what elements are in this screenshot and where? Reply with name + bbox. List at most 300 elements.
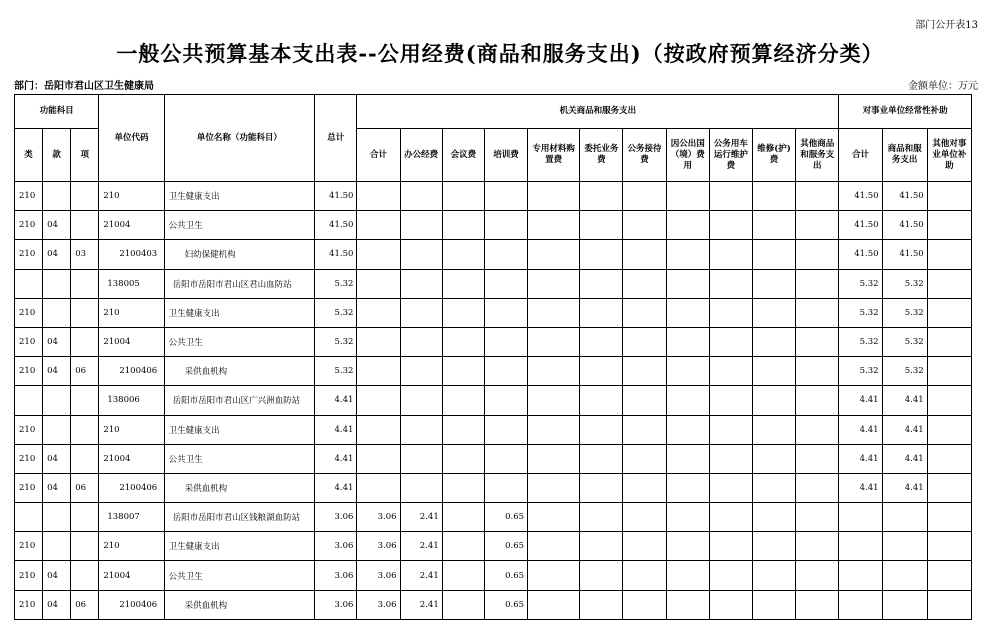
cell-unit-code: 21004 bbox=[99, 327, 164, 356]
cell-value: 3.06 bbox=[357, 590, 400, 619]
cell-unit-name: 卫生健康支出 bbox=[164, 415, 315, 444]
cell-value bbox=[752, 503, 795, 532]
cell-total: 41.50 bbox=[315, 211, 357, 240]
cell-value bbox=[666, 298, 709, 327]
header-xiang: 项 bbox=[71, 129, 99, 182]
cell-value: 2.41 bbox=[400, 561, 442, 590]
cell-value bbox=[927, 298, 971, 327]
header-total: 总计 bbox=[315, 95, 357, 182]
cell-value: 3.06 bbox=[357, 503, 400, 532]
cell-kuan: 04 bbox=[43, 240, 71, 269]
cell-value bbox=[666, 327, 709, 356]
cell-value bbox=[357, 298, 400, 327]
cell-unit-code: 210 bbox=[99, 532, 164, 561]
table-body bbox=[15, 182, 972, 620]
cell-value bbox=[752, 473, 795, 502]
cell-value bbox=[442, 444, 484, 473]
table-row bbox=[15, 415, 972, 444]
cell-value bbox=[709, 182, 752, 211]
cell-unit-code: 2100406 bbox=[99, 357, 164, 386]
cell-value bbox=[442, 357, 484, 386]
cell-unit-code: 138006 bbox=[99, 386, 164, 415]
cell-value bbox=[528, 532, 580, 561]
cell-value: 0.65 bbox=[484, 590, 527, 619]
cell-value bbox=[623, 532, 666, 561]
cell-value bbox=[623, 240, 666, 269]
header-col-8: 公务用车运行维护费 bbox=[709, 129, 752, 182]
cell-value bbox=[882, 503, 927, 532]
cell-total: 3.06 bbox=[315, 532, 357, 561]
cell-value bbox=[927, 357, 971, 386]
cell-value bbox=[580, 444, 623, 473]
cell-xiang bbox=[71, 211, 99, 240]
cell-kuan bbox=[43, 503, 71, 532]
cell-value bbox=[927, 269, 971, 298]
cell-value bbox=[357, 444, 400, 473]
cell-value bbox=[484, 386, 527, 415]
cell-xiang: 06 bbox=[71, 590, 99, 619]
cell-kuan bbox=[43, 182, 71, 211]
cell-unit-code: 2100403 bbox=[99, 240, 164, 269]
cell-value bbox=[580, 386, 623, 415]
cell-value bbox=[528, 473, 580, 502]
cell-value bbox=[796, 298, 839, 327]
cell-value bbox=[400, 298, 442, 327]
table-row bbox=[15, 532, 972, 561]
cell-value: 5.32 bbox=[839, 357, 882, 386]
cell-value bbox=[580, 298, 623, 327]
cell-value bbox=[752, 532, 795, 561]
cell-lei bbox=[15, 503, 43, 532]
cell-value bbox=[623, 561, 666, 590]
cell-lei: 210 bbox=[15, 532, 43, 561]
cell-value bbox=[666, 561, 709, 590]
cell-value bbox=[623, 182, 666, 211]
cell-value bbox=[580, 473, 623, 502]
cell-value bbox=[709, 561, 752, 590]
cell-value bbox=[528, 386, 580, 415]
cell-lei: 210 bbox=[15, 415, 43, 444]
cell-value bbox=[927, 561, 971, 590]
cell-value bbox=[528, 503, 580, 532]
cell-value bbox=[528, 240, 580, 269]
cell-value bbox=[927, 590, 971, 619]
cell-unit-name: 岳阳市岳阳市君山区钱粮湖血防站 bbox=[164, 503, 315, 532]
table-row bbox=[15, 561, 972, 590]
cell-value bbox=[484, 415, 527, 444]
cell-unit-name: 公共卫生 bbox=[164, 561, 315, 590]
cell-value bbox=[400, 269, 442, 298]
cell-value bbox=[580, 590, 623, 619]
cell-value bbox=[442, 327, 484, 356]
cell-xiang bbox=[71, 327, 99, 356]
table-row bbox=[15, 182, 972, 211]
table-row bbox=[15, 269, 972, 298]
cell-value bbox=[709, 327, 752, 356]
cell-kuan bbox=[43, 269, 71, 298]
cell-value bbox=[484, 211, 527, 240]
cell-total: 5.32 bbox=[315, 298, 357, 327]
cell-total: 41.50 bbox=[315, 240, 357, 269]
cell-value bbox=[796, 386, 839, 415]
cell-kuan bbox=[43, 415, 71, 444]
cell-value bbox=[709, 269, 752, 298]
cell-value bbox=[400, 386, 442, 415]
cell-value bbox=[623, 590, 666, 619]
cell-value bbox=[666, 240, 709, 269]
cell-value: 5.32 bbox=[882, 357, 927, 386]
cell-total: 4.41 bbox=[315, 444, 357, 473]
header-col-11: 合计 bbox=[839, 129, 882, 182]
cell-lei: 210 bbox=[15, 327, 43, 356]
cell-value bbox=[400, 444, 442, 473]
cell-value bbox=[796, 503, 839, 532]
cell-value bbox=[927, 503, 971, 532]
cell-value bbox=[709, 240, 752, 269]
cell-kuan: 04 bbox=[43, 357, 71, 386]
cell-unit-code: 210 bbox=[99, 298, 164, 327]
cell-value bbox=[484, 182, 527, 211]
cell-value bbox=[666, 269, 709, 298]
table-row bbox=[15, 298, 972, 327]
cell-lei: 210 bbox=[15, 182, 43, 211]
cell-value bbox=[752, 590, 795, 619]
cell-total: 4.41 bbox=[315, 386, 357, 415]
cell-xiang bbox=[71, 561, 99, 590]
cell-value bbox=[400, 240, 442, 269]
cell-value bbox=[796, 327, 839, 356]
cell-value bbox=[400, 327, 442, 356]
cell-value bbox=[442, 415, 484, 444]
table-row bbox=[15, 444, 972, 473]
cell-value: 5.32 bbox=[882, 298, 927, 327]
cell-total: 3.06 bbox=[315, 503, 357, 532]
cell-value bbox=[484, 327, 527, 356]
header-subsidy: 对事业单位经常性补助 bbox=[839, 95, 972, 129]
table-row bbox=[15, 590, 972, 619]
cell-value bbox=[442, 240, 484, 269]
cell-unit-code: 21004 bbox=[99, 561, 164, 590]
cell-value bbox=[357, 211, 400, 240]
cell-value bbox=[796, 211, 839, 240]
cell-kuan bbox=[43, 532, 71, 561]
cell-xiang bbox=[71, 182, 99, 211]
cell-value: 4.41 bbox=[839, 386, 882, 415]
cell-value bbox=[580, 211, 623, 240]
cell-value: 5.32 bbox=[839, 298, 882, 327]
cell-value bbox=[484, 269, 527, 298]
department-label: 部门：岳阳市君山区卫生健康局 bbox=[14, 81, 154, 92]
cell-value bbox=[927, 211, 971, 240]
cell-value bbox=[709, 298, 752, 327]
cell-kuan: 04 bbox=[43, 473, 71, 502]
cell-value: 0.65 bbox=[484, 532, 527, 561]
cell-value bbox=[666, 357, 709, 386]
cell-value bbox=[623, 503, 666, 532]
cell-value bbox=[752, 211, 795, 240]
cell-lei bbox=[15, 269, 43, 298]
cell-value: 5.32 bbox=[882, 327, 927, 356]
table-row bbox=[15, 503, 972, 532]
cell-unit-code: 2100406 bbox=[99, 590, 164, 619]
cell-kuan bbox=[43, 298, 71, 327]
cell-unit-name: 岳阳市岳阳市君山区广兴洲血防站 bbox=[164, 386, 315, 415]
cell-value bbox=[796, 269, 839, 298]
cell-value bbox=[357, 415, 400, 444]
cell-unit-name: 采供血机构 bbox=[164, 590, 315, 619]
cell-total: 5.32 bbox=[315, 327, 357, 356]
cell-value bbox=[442, 532, 484, 561]
cell-value bbox=[484, 473, 527, 502]
cell-kuan: 04 bbox=[43, 327, 71, 356]
cell-value bbox=[528, 561, 580, 590]
cell-xiang bbox=[71, 503, 99, 532]
cell-value bbox=[882, 561, 927, 590]
header-col-5: 委托业务费 bbox=[580, 129, 623, 182]
cell-value bbox=[580, 182, 623, 211]
cell-value bbox=[752, 386, 795, 415]
cell-value bbox=[484, 240, 527, 269]
cell-value bbox=[442, 590, 484, 619]
header-lei: 类 bbox=[15, 129, 43, 182]
cell-value: 41.50 bbox=[839, 240, 882, 269]
cell-value bbox=[927, 415, 971, 444]
table-row bbox=[15, 211, 972, 240]
cell-value: 41.50 bbox=[882, 211, 927, 240]
header-unit-code: 单位代码 bbox=[99, 95, 164, 182]
cell-value bbox=[580, 561, 623, 590]
cell-lei bbox=[15, 386, 43, 415]
cell-value bbox=[796, 532, 839, 561]
cell-total: 3.06 bbox=[315, 561, 357, 590]
cell-value bbox=[484, 444, 527, 473]
cell-value bbox=[580, 240, 623, 269]
cell-unit-code: 2100406 bbox=[99, 473, 164, 502]
cell-value bbox=[442, 386, 484, 415]
cell-value bbox=[752, 298, 795, 327]
cell-value bbox=[752, 415, 795, 444]
header-col-13: 其他对事业单位补助 bbox=[927, 129, 971, 182]
cell-value bbox=[752, 269, 795, 298]
cell-unit-code: 21004 bbox=[99, 211, 164, 240]
cell-value bbox=[709, 211, 752, 240]
cell-value bbox=[796, 561, 839, 590]
cell-unit-name: 公共卫生 bbox=[164, 444, 315, 473]
cell-value bbox=[666, 503, 709, 532]
cell-value bbox=[623, 415, 666, 444]
header-col-4: 专用材料购置费 bbox=[528, 129, 580, 182]
cell-value bbox=[357, 386, 400, 415]
cell-value: 4.41 bbox=[882, 386, 927, 415]
cell-xiang bbox=[71, 532, 99, 561]
amount-unit-label: 金额单位：万元 bbox=[908, 81, 978, 92]
cell-value bbox=[927, 444, 971, 473]
cell-unit-name: 公共卫生 bbox=[164, 211, 315, 240]
cell-value bbox=[400, 473, 442, 502]
cell-value: 4.41 bbox=[882, 444, 927, 473]
cell-value bbox=[528, 182, 580, 211]
cell-value bbox=[400, 357, 442, 386]
cell-value: 0.65 bbox=[484, 561, 527, 590]
cell-value bbox=[839, 532, 882, 561]
header-col-0: 合计 bbox=[357, 129, 400, 182]
cell-value bbox=[580, 532, 623, 561]
cell-value bbox=[927, 532, 971, 561]
header-unit-name: 单位名称（功能科目） bbox=[164, 95, 315, 182]
cell-value bbox=[357, 269, 400, 298]
cell-value bbox=[709, 444, 752, 473]
cell-value bbox=[442, 473, 484, 502]
cell-lei: 210 bbox=[15, 444, 43, 473]
cell-unit-name: 卫生健康支出 bbox=[164, 182, 315, 211]
cell-value bbox=[400, 182, 442, 211]
cell-xiang bbox=[71, 298, 99, 327]
cell-value bbox=[357, 240, 400, 269]
cell-kuan: 04 bbox=[43, 444, 71, 473]
cell-value bbox=[357, 357, 400, 386]
header-col-7: 因公出国（境）费用 bbox=[666, 129, 709, 182]
cell-value bbox=[927, 473, 971, 502]
cell-value bbox=[666, 473, 709, 502]
cell-value bbox=[400, 415, 442, 444]
header-col-6: 公务接待费 bbox=[623, 129, 666, 182]
cell-value bbox=[709, 357, 752, 386]
cell-value bbox=[528, 444, 580, 473]
cell-value bbox=[357, 182, 400, 211]
cell-value bbox=[796, 357, 839, 386]
cell-value bbox=[882, 532, 927, 561]
cell-value bbox=[839, 561, 882, 590]
cell-value bbox=[623, 386, 666, 415]
cell-value bbox=[623, 444, 666, 473]
cell-unit-code: 210 bbox=[99, 415, 164, 444]
cell-value bbox=[882, 590, 927, 619]
cell-value: 4.41 bbox=[839, 473, 882, 502]
cell-value bbox=[796, 590, 839, 619]
cell-unit-name: 采供血机构 bbox=[164, 473, 315, 502]
cell-value bbox=[528, 357, 580, 386]
cell-value: 4.41 bbox=[882, 415, 927, 444]
cell-lei: 210 bbox=[15, 357, 43, 386]
cell-value: 5.32 bbox=[882, 269, 927, 298]
cell-unit-code: 21004 bbox=[99, 444, 164, 473]
header-kuan: 款 bbox=[43, 129, 71, 182]
cell-unit-name: 采供血机构 bbox=[164, 357, 315, 386]
cell-kuan bbox=[43, 386, 71, 415]
table-number-label: 部门公开表13 bbox=[915, 20, 978, 31]
cell-value bbox=[580, 415, 623, 444]
cell-xiang bbox=[71, 444, 99, 473]
cell-value bbox=[442, 298, 484, 327]
cell-unit-name: 卫生健康支出 bbox=[164, 532, 315, 561]
cell-value bbox=[796, 240, 839, 269]
cell-value bbox=[484, 357, 527, 386]
cell-lei: 210 bbox=[15, 240, 43, 269]
cell-lei: 210 bbox=[15, 590, 43, 619]
cell-value bbox=[752, 327, 795, 356]
cell-xiang bbox=[71, 415, 99, 444]
cell-value: 41.50 bbox=[882, 240, 927, 269]
cell-value: 5.32 bbox=[839, 269, 882, 298]
cell-xiang: 06 bbox=[71, 357, 99, 386]
header-func-subject: 功能科目 bbox=[15, 95, 99, 129]
cell-value: 4.41 bbox=[882, 473, 927, 502]
cell-value bbox=[623, 211, 666, 240]
cell-total: 41.50 bbox=[315, 182, 357, 211]
header-org-goods-services: 机关商品和服务支出 bbox=[357, 95, 839, 129]
cell-value: 3.06 bbox=[357, 532, 400, 561]
cell-total: 4.41 bbox=[315, 415, 357, 444]
cell-value bbox=[484, 298, 527, 327]
cell-value bbox=[666, 211, 709, 240]
cell-value bbox=[580, 269, 623, 298]
cell-value bbox=[666, 532, 709, 561]
cell-value bbox=[752, 240, 795, 269]
cell-value bbox=[442, 561, 484, 590]
cell-value bbox=[666, 386, 709, 415]
cell-value bbox=[623, 473, 666, 502]
cell-kuan: 04 bbox=[43, 590, 71, 619]
header-col-10: 其他商品和服务支出 bbox=[796, 129, 839, 182]
cell-value bbox=[623, 357, 666, 386]
cell-value: 2.41 bbox=[400, 503, 442, 532]
cell-unit-code: 210 bbox=[99, 182, 164, 211]
cell-total: 3.06 bbox=[315, 590, 357, 619]
cell-xiang: 06 bbox=[71, 473, 99, 502]
cell-lei: 210 bbox=[15, 561, 43, 590]
cell-value: 2.41 bbox=[400, 590, 442, 619]
cell-unit-name: 卫生健康支出 bbox=[164, 298, 315, 327]
cell-value bbox=[528, 269, 580, 298]
cell-value bbox=[709, 590, 752, 619]
cell-unit-code: 138005 bbox=[99, 269, 164, 298]
cell-value bbox=[623, 327, 666, 356]
cell-unit-name: 公共卫生 bbox=[164, 327, 315, 356]
cell-value bbox=[752, 182, 795, 211]
cell-value: 41.50 bbox=[839, 182, 882, 211]
header-col-1: 办公经费 bbox=[400, 129, 442, 182]
cell-value: 2.41 bbox=[400, 532, 442, 561]
cell-value bbox=[528, 211, 580, 240]
cell-value: 4.41 bbox=[839, 444, 882, 473]
cell-value bbox=[927, 327, 971, 356]
page-title: 一般公共预算基本支出表--公用经费(商品和服务支出)（按政府预算经济分类） bbox=[116, 41, 884, 66]
cell-value bbox=[927, 240, 971, 269]
cell-value bbox=[796, 415, 839, 444]
cell-value bbox=[666, 182, 709, 211]
header-col-3: 培训费 bbox=[484, 129, 527, 182]
cell-xiang bbox=[71, 386, 99, 415]
header-col-9: 维修(护)费 bbox=[752, 129, 795, 182]
cell-value bbox=[442, 182, 484, 211]
cell-value bbox=[839, 503, 882, 532]
cell-xiang bbox=[71, 269, 99, 298]
cell-total: 5.32 bbox=[315, 357, 357, 386]
cell-value bbox=[357, 473, 400, 502]
cell-value bbox=[752, 444, 795, 473]
cell-value bbox=[528, 590, 580, 619]
cell-lei: 210 bbox=[15, 211, 43, 240]
cell-total: 5.32 bbox=[315, 269, 357, 298]
cell-unit-code: 138007 bbox=[99, 503, 164, 532]
cell-value bbox=[709, 503, 752, 532]
cell-value bbox=[442, 269, 484, 298]
table-row bbox=[15, 327, 972, 356]
cell-value bbox=[357, 327, 400, 356]
cell-value bbox=[839, 590, 882, 619]
cell-value bbox=[709, 415, 752, 444]
cell-value bbox=[580, 503, 623, 532]
